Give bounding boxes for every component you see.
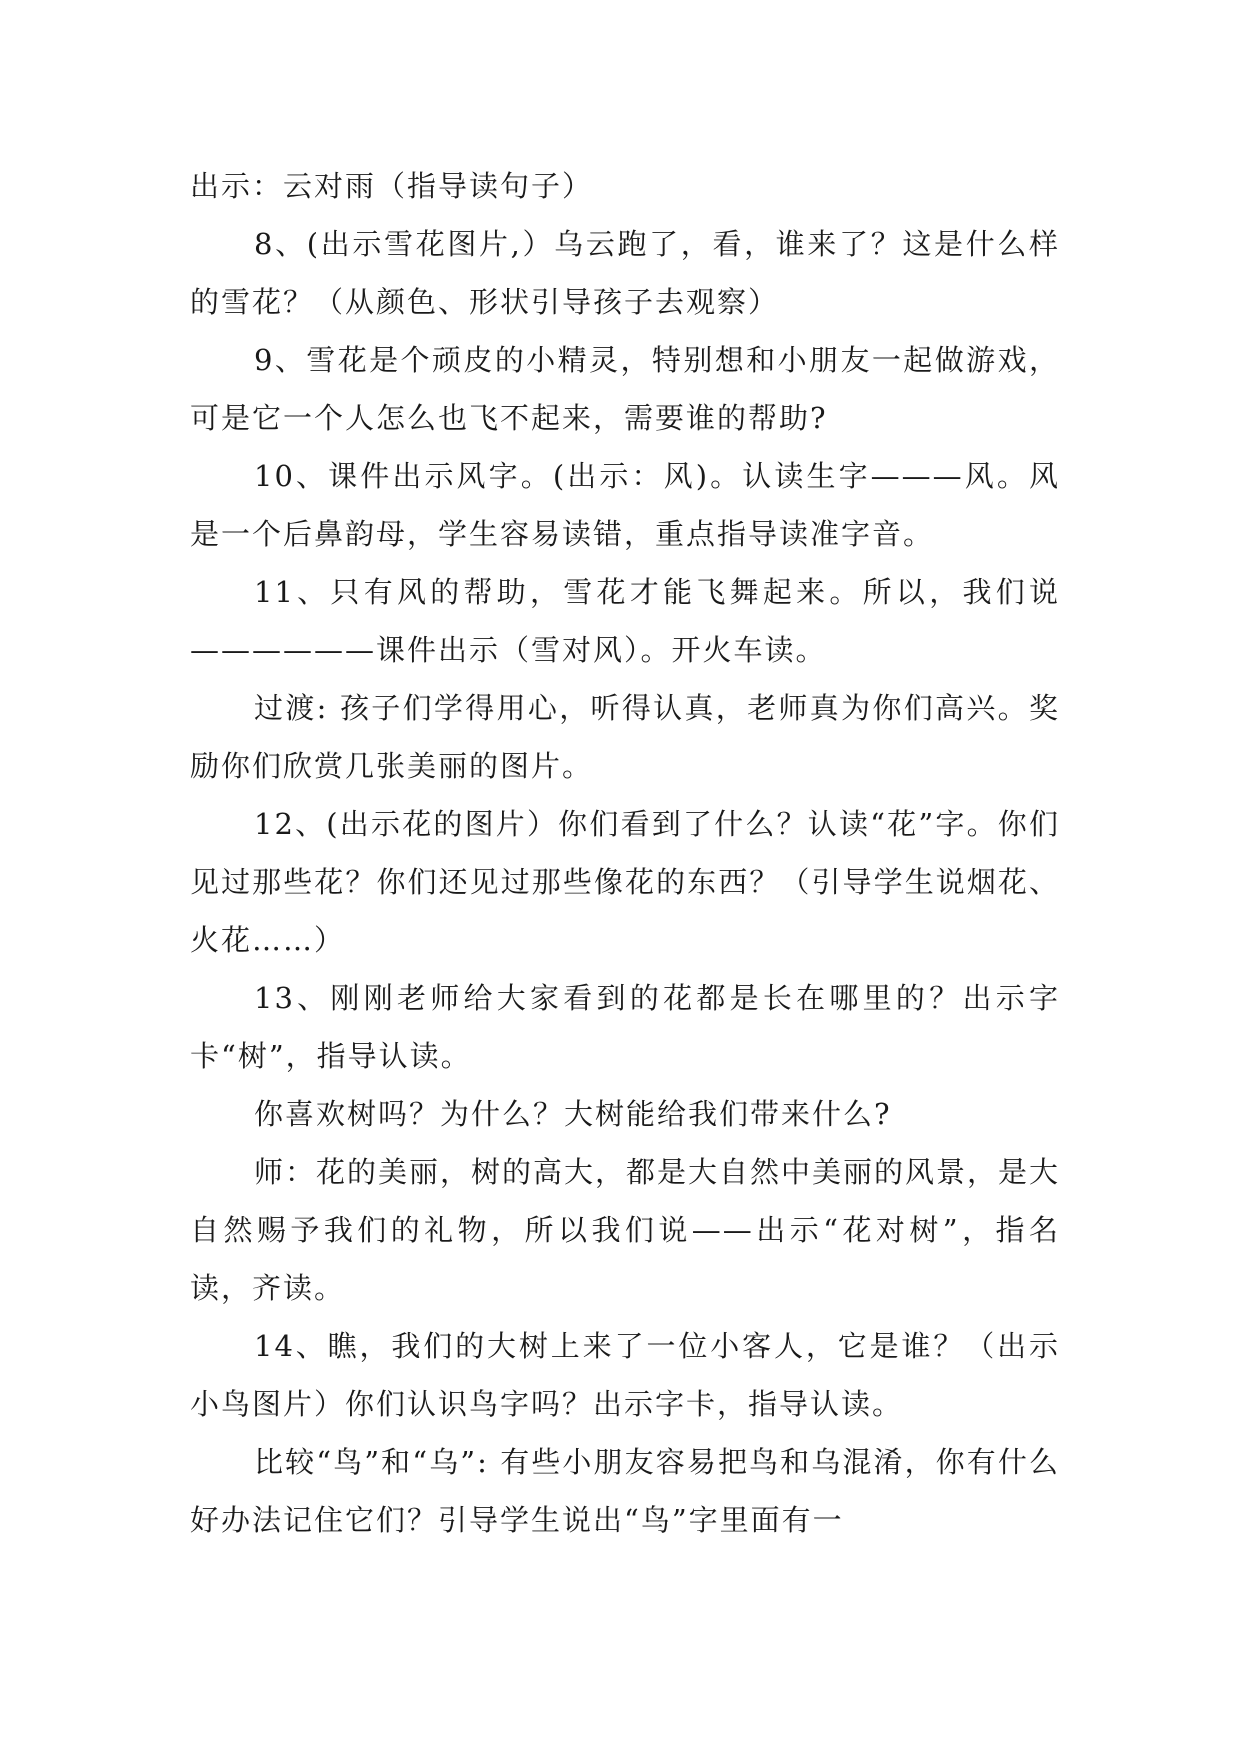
paragraph-10: 师：花的美丽，树的高大，都是大自然中美丽的风景，是大自然赐予我们的礼物，所以我们说——出示“花对树”，指名读，齐读。 <box>190 1155 1061 1305</box>
paragraph-12: 比较“鸟”和“乌”: 有些小朋友容易把鸟和乌混淆，你有什么好办法记住它们？引导学生说出“鸟”字里面有一 <box>190 1445 1060 1537</box>
paragraph-7: 12、(出示花的图片）你们看到了什么？认读“花”字。你们见过那些花？你们还见过那些像花的东西？（引导学生说烟花、火花……） <box>190 807 1060 957</box>
paragraph-9: 你喜欢树吗？为什么？大树能给我们带来什么? <box>254 1097 892 1131</box>
paragraph-11: 14、瞧，我们的大树上来了一位小客人，它是谁？（出示小鸟图片）你们认识鸟字吗？出示字卡，指导认读。 <box>190 1329 1060 1421</box>
paragraph-5: 11、只有风的帮助，雪花才能飞舞起来。所以，我们说——————课件出示（雪对风）。开火车读。 <box>190 575 1060 667</box>
document-body <box>190 157 1060 1549</box>
paragraph-6: 过渡: 孩子们学得用心，听得认真，老师真为你们高兴。奖励你们欣赏几张美丽的图片。 <box>190 691 1060 783</box>
paragraph-3: 9、雪花是个顽皮的小精灵，特别想和小朋友一起做游戏，可是它一个人怎么也飞不起来，需要谁的帮助? <box>190 343 1060 435</box>
paragraph-1: 出示：云对雨（指导读句子） <box>190 169 594 203</box>
paragraph-4: 10、课件出示风字。(出示：风)。认读生字———风。风是一个后鼻韵母，学生容易读错，重点指导读准字音。 <box>190 459 1060 551</box>
paragraph-8: 13、刚刚老师给大家看到的花都是长在哪里的？出示字卡“树”，指导认读。 <box>190 981 1060 1073</box>
paragraph-2: 8、(出示雪花图片,）乌云跑了，看，谁来了？这是什么样的雪花？（从颜色、形状引导孩子去观察） <box>190 227 1060 319</box>
